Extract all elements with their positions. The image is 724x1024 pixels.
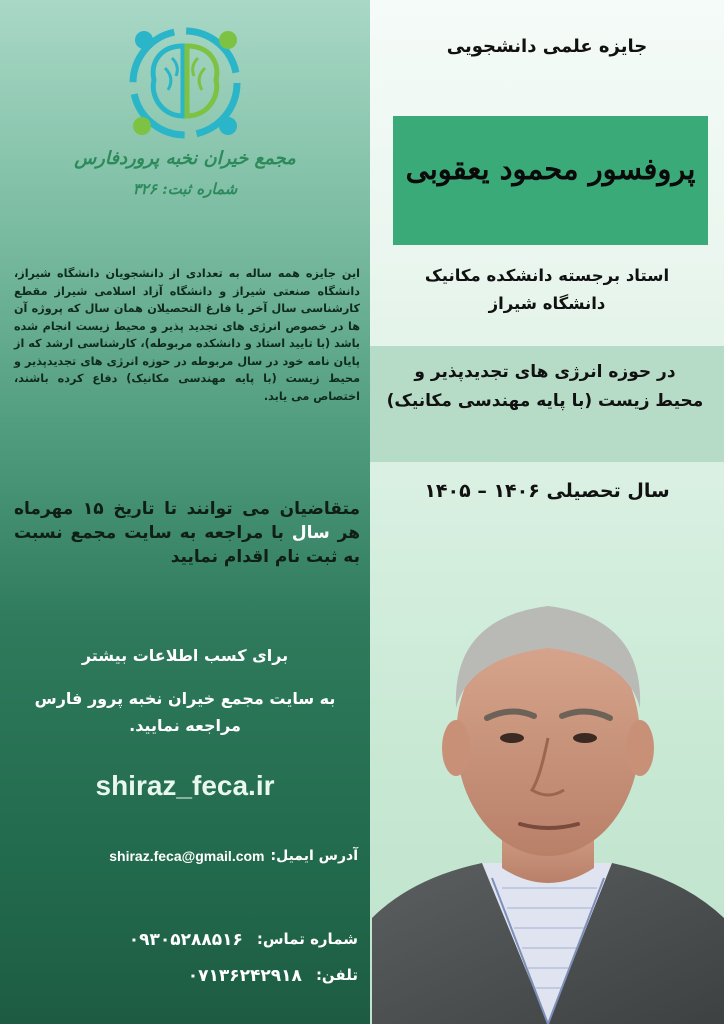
registration-call-to-action (14, 497, 360, 569)
rank-line-2: دانشگاه شیراز (488, 294, 606, 313)
award-field (375, 358, 715, 416)
email-link[interactable]: shiraz.feca@gmail.com (109, 848, 265, 864)
award-title: جایزه علمی دانشجویی (446, 36, 648, 57)
cta-text-part2: با مراجعه به سایت مجمع نسبت به ثبت نام اقدام نمایید (14, 523, 360, 567)
email-row (18, 848, 358, 864)
field-line-1: در حوزه انرژی های تجدیدپذیر و (414, 362, 676, 382)
logo-name: مجمع خیران نخبه پروردفارس (74, 148, 296, 169)
more-info-title: برای کسب اطلاعات بیشتر (81, 646, 289, 665)
professor-name: پروفسور محمود یعقوبی (405, 152, 696, 186)
phone-row (18, 966, 358, 986)
brain-logo-icon (120, 18, 250, 148)
phone-number[interactable]: ۰۷۱۳۶۲۴۲۹۱۸ (187, 966, 302, 986)
professor-rank (370, 262, 724, 318)
website-link[interactable]: shiraz_feca.ir (95, 770, 275, 801)
contact-label: شماره تماس: (256, 930, 358, 948)
academic-year: سال تحصیلی ۱۴۰۶ – ۱۴۰۵ (424, 480, 670, 502)
professor-portrait (372, 578, 724, 1024)
logo-registration: شماره ثبت: ۳۲۶ (132, 180, 238, 198)
contact-row (18, 930, 358, 950)
cta-text-part1: متقاضیان می توانند تا تاریخ ۱۵ مهرماه هر (14, 499, 360, 543)
cta-highlight: سال (291, 523, 330, 543)
email-label: آدرس ایمیل: (270, 848, 358, 864)
rank-line-1: استاد برجسته دانشکده مکانیک (424, 266, 670, 285)
phone-label: تلفن: (315, 966, 358, 984)
contact-number[interactable]: ۰۹۳۰۵۲۸۸۵۱۶ (128, 930, 243, 950)
field-line-2: محیط زیست (با پایه مهندسی مکانیک) (386, 391, 704, 411)
award-description: این جایزه همه ساله به تعدادی از دانشجویان دانشگاه شیراز، دانشگاه صنعتی شیراز و دانشگاه آزاد اسلامی شیراز مقطع کارشناسی سال آخر یا فارغ التحصیلان همان سال که پروژه آن ها در خصوص انرژی های تجدید پذیر و محیط زیست انجام شده باشد (با تایید استاد و دانشکده مربوطه)، کارشناسی ارشد که از پایان نامه خود در سال مربوطه در حوزه انرژی های تجدیدپذیر و محیط زیست (با پایه مهندسی مکانیک) دفاع کرده باشند، اختصاص می یابد. (14, 267, 360, 403)
more-info-text: به سایت مجمع خیران نخبه پرور فارس مراجعه نمایید. (34, 689, 336, 735)
